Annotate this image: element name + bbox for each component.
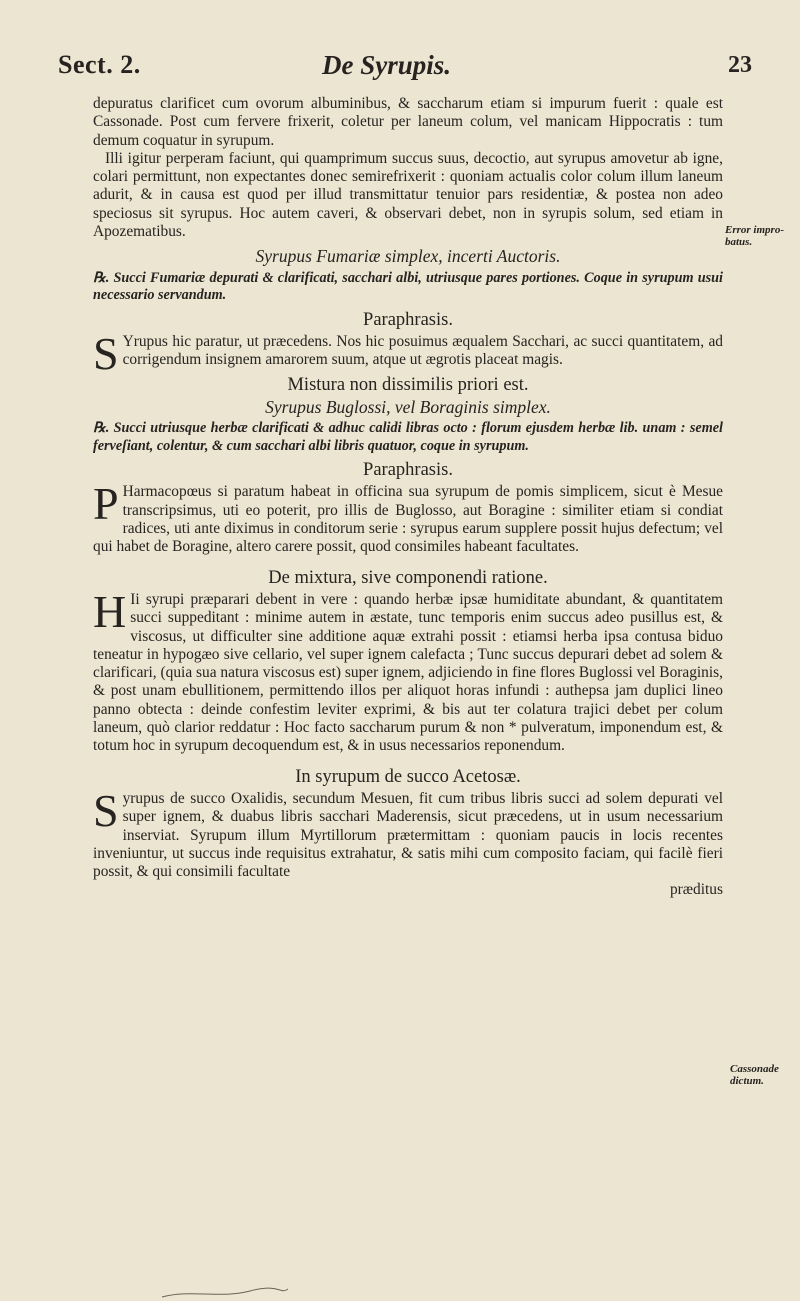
paragraph: depuratus clarificet cum ovorum albuminibus, & saccharum etiam si impurum fuerit : quale est Cassonade. Post cum fervere frixerit, coletur per laneum colum, vel manicam Hippocratis : tum demum coquatur in syrupum. xyxy=(93,95,723,149)
paraphrasis-paragraph xyxy=(93,327,723,379)
paragraph: Illi igitur perperam faciunt, qui quamprimum succus suus, decoctio, aut syrupus amovetur ab igne, colari permittunt, non expectantes donec semirefrixerit : quoniam actualis color colum illum laneum adurit, & in causa est quod per illud transmittatur tenuior pars residentiæ, & postea non adeo speciosus sit syrupus. Hoc autem caveri, & observari debet, non in syrupis solum, sed etiam in Apozematibus. xyxy=(93,149,723,241)
paraphrasis-text: Harmacopœus si paratum habeat in officina sua syrupum de pomis simplicem, sicut è Mesue transcripsimus, uti eo poterit, pro illis de Buglosso, aut Boragine : similiter etiam si condiat radices, uti ante diximus in conditorum serie : syrupus earum supplere possit hujus defectum; vel qui habet de Boragine, altero carere possit, quod consimiles habeant facultates. xyxy=(93,483,723,556)
drop-cap: H xyxy=(93,585,127,637)
flourish-mark xyxy=(160,1287,290,1301)
drop-cap: S xyxy=(93,784,119,836)
recipe-title: Syrupus Buglossi, vel Boraginis simplex. xyxy=(265,396,551,417)
mixtura-text: Ii syrupi præparari debent in vere : quando herbæ ipsæ humiditate abundant, & quantitatem succi suppeditant : minime autem in æstate, tunc temporis enim succus adeo pusillus est, & viscosus, ut difficulter sine additione aquæ extrahi possit : etiamsi herba ipsa contusa biduo teneatur in hypogæo sive cellario, vel super ignem calefacta ; Tunc succus depurari debet ad solem & clarificari, (quia sua natura viscosus est) super ignem, adjiciendo in fine flores Buglossi vel Boraginis, & post unam ebullitionem, permittendo illos per aliquot horas infundi : authepsa jam duplici lineo panno obtecta : deinde confestim leviter exprimi, & bis aut ter colatura trajici debet per colum laneum, quò clarior reddatur : Hoc facto saccharum purum & non * pulveratum, imponendum est, & totum hoc in syrupum decoquendum est, & in usus necessarios reponendum. xyxy=(93,590,723,755)
acetosa-text: yrupus de succo Oxalidis, secundum Mesuen, fit cum tribus libris succi ad solem depurati vel super ignem, & duabus libris sacchari Maderensis, sicut præcedens, ut in usum necessarium inserviat. Syrupum illum Myrtillorum prætermittam : quoniam paucis in locis recentes inveniuntur, ut succus inde requisitus extrahatur, & satis mihi cum composito faciam, qui facilè fieri possit, & qui consimili facultate xyxy=(93,789,723,881)
recipe-title: Syrupus Fumariæ simplex, incerti Auctoris. xyxy=(255,246,561,267)
running-header xyxy=(58,50,752,90)
drop-cap: S xyxy=(93,327,119,379)
paraphrasis-text: Yrupus hic paratur, ut præcedens. Nos hic posuimus æqualem Sacchari, ac succi quantitatem, ad corrigendum insignem amarorem suum, atque ut ægrotis placeat magis. xyxy=(122,332,723,369)
mistura-heading: Mistura non dissimilis priori est. xyxy=(287,374,529,395)
paraphrasis-paragraph xyxy=(93,478,723,556)
running-title: De Syrupis. xyxy=(322,50,452,80)
text-body xyxy=(93,95,723,900)
acetosa-paragraph xyxy=(93,784,723,881)
section-label: Sect. 2. xyxy=(58,50,141,79)
drop-cap: P xyxy=(93,478,119,530)
recipe-text: ℞. Succi Fumariæ depurati & clarificati, sacchari albi, utriusque pares portiones. Coque in syrupum usui necessario servandum. xyxy=(93,269,723,304)
section-heading: De mixtura, sive componendi ratione. xyxy=(268,567,548,588)
page-number: 23 xyxy=(728,52,752,78)
margin-note-error: Error impro-batus. xyxy=(725,224,784,248)
margin-note-cassonade: Cassonade dictum. xyxy=(730,1063,779,1087)
catchword: præditus xyxy=(669,881,723,899)
recipe-text: ℞. Succi utriusque herbæ clarificati & adhuc calidi libras octo : florum ejusdem herbæ lib. unam : semel ferveſiant, colentur, & cum sacchari albi libris quatuor, coque in syrupum. xyxy=(93,420,723,454)
section-heading: In syrupum de succo Acetosæ. xyxy=(295,766,521,787)
paraphrasis-heading: Paraphrasis. xyxy=(363,309,453,330)
paraphrasis-heading: Paraphrasis. xyxy=(363,460,453,481)
mixtura-paragraph xyxy=(93,585,723,756)
